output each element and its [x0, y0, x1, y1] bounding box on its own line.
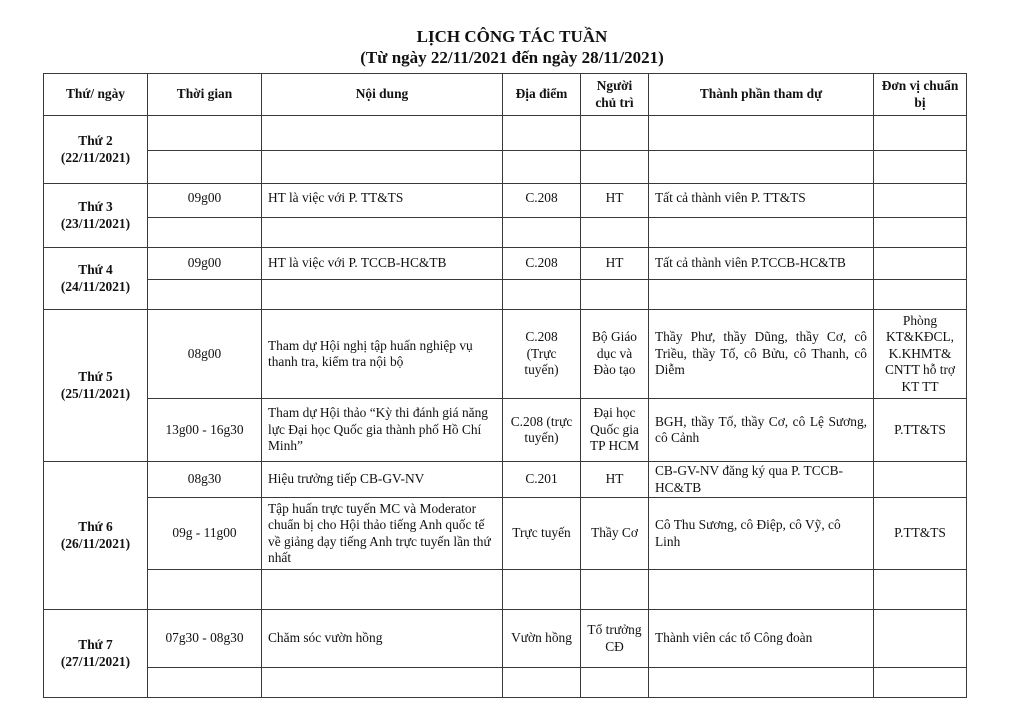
prepare-cell	[874, 184, 967, 218]
table-row	[44, 218, 967, 248]
prepare-cell	[874, 280, 967, 310]
header-host: Người chủ trì	[581, 74, 649, 116]
day-cell: Thứ 5 (25/11/2021)	[44, 310, 148, 462]
content-cell: Hiệu trưởng tiếp CB-GV-NV	[262, 462, 503, 498]
document-title: LỊCH CÔNG TÁC TUẦN	[416, 27, 608, 46]
prepare-cell: Phòng KT&KĐCL, K.KHMT& CNTT hỗ trợ KT TT	[874, 310, 967, 399]
header-time: Thời gian	[148, 74, 262, 116]
location-cell	[503, 570, 581, 610]
host-cell	[581, 151, 649, 184]
content-cell: HT là việc với P. TT&TS	[262, 184, 503, 218]
location-cell	[503, 151, 581, 184]
content-cell	[262, 668, 503, 698]
participants-cell	[649, 570, 874, 610]
content-cell: Tham dự Hội thảo “Kỳ thi đánh giá năng lực Đại học Quốc gia thành phố Hồ Chí Minh”	[262, 399, 503, 462]
day-cell: Thứ 3 (23/11/2021)	[44, 184, 148, 248]
table-row	[44, 310, 967, 399]
participants-cell	[649, 280, 874, 310]
prepare-cell	[874, 668, 967, 698]
participants-cell: Tất cả thành viên P.TCCB-HC&TB	[649, 248, 874, 280]
location-cell: C.208 (trực tuyến)	[503, 399, 581, 462]
time-cell: 09g00	[148, 248, 262, 280]
day-cell: Thứ 7 (27/11/2021)	[44, 610, 148, 698]
table-row	[44, 570, 967, 610]
host-cell: Đại học Quốc gia TP HCM	[581, 399, 649, 462]
participants-cell: Thầy Phư, thầy Dũng, thầy Cơ, cô Triều, thầy Tố, cô Bửu, cô Thanh, cô Diễm	[649, 310, 874, 399]
prepare-cell	[874, 151, 967, 184]
host-cell	[581, 570, 649, 610]
table-row	[44, 498, 967, 570]
location-cell	[503, 668, 581, 698]
participants-cell: Cô Thu Sương, cô Điệp, cô Vỹ, cô Linh	[649, 498, 874, 570]
table-row	[44, 248, 967, 280]
header-participants: Thành phần tham dự	[649, 74, 874, 116]
prepare-cell: P.TT&TS	[874, 399, 967, 462]
host-cell: Bộ Giáo dục và Đào tạo	[581, 310, 649, 399]
time-cell: 07g30 - 08g30	[148, 610, 262, 668]
header-day: Thứ/ ngày	[44, 74, 148, 116]
time-cell	[148, 280, 262, 310]
table-row	[44, 668, 967, 698]
time-cell: 09g00	[148, 184, 262, 218]
table-row	[44, 399, 967, 462]
prepare-cell	[874, 570, 967, 610]
location-cell: C.208	[503, 184, 581, 218]
host-cell: Tổ trưởng CĐ	[581, 610, 649, 668]
prepare-cell	[874, 610, 967, 668]
prepare-cell	[874, 218, 967, 248]
location-cell: Vườn hồng	[503, 610, 581, 668]
host-cell	[581, 218, 649, 248]
participants-cell	[649, 218, 874, 248]
prepare-cell: P.TT&TS	[874, 498, 967, 570]
participants-cell: Tất cả thành viên P. TT&TS	[649, 184, 874, 218]
participants-cell	[649, 151, 874, 184]
document-subtitle: (Từ ngày 22/11/2021 đến ngày 28/11/2021)	[360, 48, 664, 67]
header-location: Địa điểm	[503, 74, 581, 116]
time-cell: 13g00 - 16g30	[148, 399, 262, 462]
content-cell: Chăm sóc vườn hồng	[262, 610, 503, 668]
host-cell	[581, 116, 649, 151]
content-cell: Tập huấn trực tuyến MC và Moderator chuẩn bị cho Hội thảo tiếng Anh quốc tế về giảng dạy tiếng Anh trực tuyến lần thứ nhất	[262, 498, 503, 570]
host-cell	[581, 280, 649, 310]
table-row	[44, 151, 967, 184]
location-cell	[503, 218, 581, 248]
time-cell	[148, 218, 262, 248]
day-cell: Thứ 2 (22/11/2021)	[44, 116, 148, 184]
content-cell: Tham dự Hội nghị tập huấn nghiệp vụ thanh tra, kiểm tra nội bộ	[262, 310, 503, 399]
table-row	[44, 116, 967, 151]
location-cell: C.208	[503, 248, 581, 280]
time-cell	[148, 668, 262, 698]
header-content: Nội dung	[262, 74, 503, 116]
location-cell: Trực tuyến	[503, 498, 581, 570]
host-cell	[581, 668, 649, 698]
day-cell: Thứ 4 (24/11/2021)	[44, 248, 148, 310]
location-cell	[503, 116, 581, 151]
participants-cell: BGH, thầy Tố, thầy Cơ, cô Lệ Sương, cô Cảnh	[649, 399, 874, 462]
table-row	[44, 610, 967, 668]
time-cell: 08g30	[148, 462, 262, 498]
location-cell	[503, 280, 581, 310]
time-cell	[148, 151, 262, 184]
table-row	[44, 280, 967, 310]
content-cell	[262, 116, 503, 151]
time-cell: 09g - 11g00	[148, 498, 262, 570]
content-cell	[262, 280, 503, 310]
day-cell: Thứ 6 (26/11/2021)	[44, 462, 148, 610]
location-cell: C.208 (Trực tuyến)	[503, 310, 581, 399]
time-cell	[148, 570, 262, 610]
time-cell: 08g00	[148, 310, 262, 399]
header-row	[44, 74, 967, 116]
time-cell	[148, 116, 262, 151]
prepare-cell	[874, 462, 967, 498]
host-cell: HT	[581, 184, 649, 218]
header-prepare: Đơn vị chuẩn bị	[874, 74, 967, 116]
participants-cell: CB-GV-NV đăng ký qua P. TCCB-HC&TB	[649, 462, 874, 498]
host-cell: HT	[581, 248, 649, 280]
prepare-cell	[874, 248, 967, 280]
host-cell: Thầy Cơ	[581, 498, 649, 570]
table-row	[44, 462, 967, 498]
table-row	[44, 184, 967, 218]
participants-cell	[649, 116, 874, 151]
host-cell: HT	[581, 462, 649, 498]
prepare-cell	[874, 116, 967, 151]
location-cell: C.201	[503, 462, 581, 498]
participants-cell	[649, 668, 874, 698]
content-cell	[262, 218, 503, 248]
content-cell: HT là việc với P. TCCB-HC&TB	[262, 248, 503, 280]
content-cell	[262, 151, 503, 184]
content-cell	[262, 570, 503, 610]
schedule-table	[43, 73, 967, 698]
participants-cell: Thành viên các tổ Công đoàn	[649, 610, 874, 668]
